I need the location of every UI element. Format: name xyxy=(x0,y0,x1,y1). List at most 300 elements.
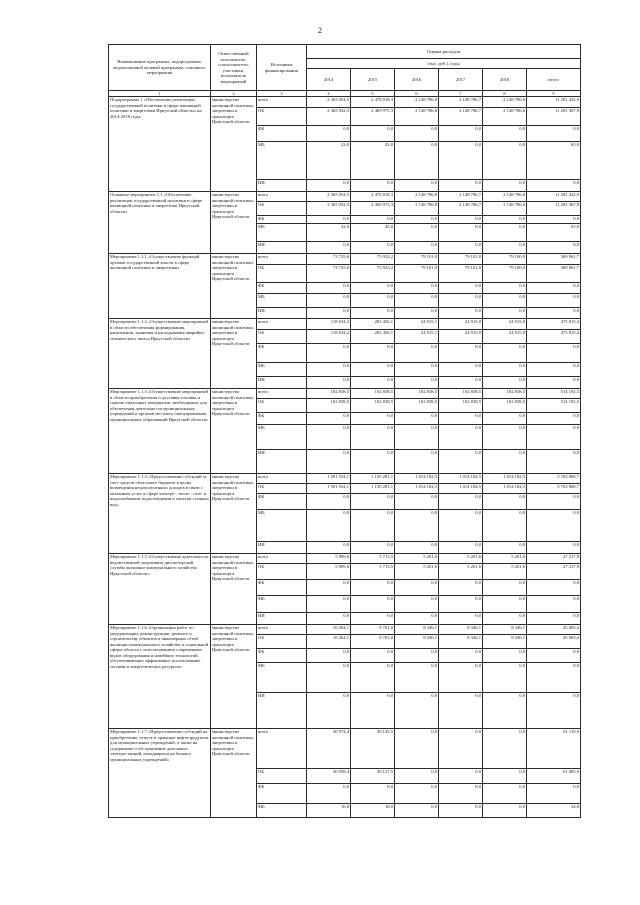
value-cell: 0,0 xyxy=(307,580,351,596)
funding-source: всего xyxy=(257,192,307,202)
value-cell: 79 101,0 xyxy=(439,254,483,265)
value-cell: 0,0 xyxy=(307,450,351,474)
value-cell: 0,0 xyxy=(483,649,527,663)
value-cell: 0,0 xyxy=(395,596,439,613)
funding-source: всего xyxy=(257,474,307,484)
value-cell: 0,0 xyxy=(527,494,581,510)
value-cell: 0,0 xyxy=(351,377,395,389)
value-cell: 0,0 xyxy=(483,377,527,389)
value-cell: 0,0 xyxy=(483,425,527,450)
value-cell: 5 201,6 xyxy=(439,564,483,580)
value-cell: 2 148 786,8 xyxy=(395,202,439,216)
value-cell: 8 346,1 xyxy=(483,635,527,649)
funding-source: ИИ xyxy=(257,450,307,474)
funding-source: всего xyxy=(257,389,307,399)
value-cell: 0,0 xyxy=(307,242,351,254)
value-cell: 61 085,9 xyxy=(527,769,581,784)
value-cell: 118 634,2 xyxy=(307,319,351,330)
value-cell: 0,0 xyxy=(351,308,395,319)
value-cell: 0,0 xyxy=(307,413,351,425)
program-name: Мероприятие 1.1.3 «Осуществление мероприятий в области приобретения и доставки топлива и горюче-смазочных материалов, необходимых для обеспечения деятельности муниципальных учреждений и органов местного самоуправления муниципальных образований Иркутской области» xyxy=(109,389,211,474)
value-cell: 2 365 054,5 xyxy=(307,192,351,202)
value-cell: 0,0 xyxy=(351,413,395,425)
value-cell: 0,0 xyxy=(439,450,483,474)
value-cell: 514 192,5 xyxy=(527,389,581,399)
value-cell: 75 923,2 xyxy=(351,265,395,283)
value-cell: 0,0 xyxy=(527,283,581,294)
executor-name: министерство жилищной политики, энергетики и транспорта Иркутской области xyxy=(211,625,257,729)
funding-source: ИИ xyxy=(257,242,307,254)
value-cell: 0,0 xyxy=(439,344,483,363)
table-row xyxy=(109,625,581,635)
value-cell: 0,0 xyxy=(527,180,581,192)
value-cell: 45 003,4 xyxy=(527,635,581,649)
value-cell: 0,0 xyxy=(351,649,395,663)
funding-source: ФБ xyxy=(257,649,307,663)
value-cell: 0,0 xyxy=(395,450,439,474)
program-name: Подпрограмма 1 «Обеспечение реализации государственной политики в сфере жилищной политики и энергетики Иркутской области» на 2014-2018 годы xyxy=(109,97,211,192)
value-cell: 0,0 xyxy=(351,450,395,474)
funding-source: ФБ xyxy=(257,126,307,142)
value-cell: 0,0 xyxy=(395,663,439,693)
value-cell: 61 119,9 xyxy=(527,729,581,769)
value-cell: 514 192,5 xyxy=(527,399,581,413)
value-cell: 0,0 xyxy=(351,283,395,294)
value-cell: 24 915,0 xyxy=(439,330,483,344)
value-cell: 0,0 xyxy=(483,769,527,784)
value-cell: 79 100,9 xyxy=(483,254,527,265)
value-cell: 102 838,5 xyxy=(483,389,527,399)
value-cell: 0,0 xyxy=(395,126,439,142)
value-cell: 5 763 868,7 xyxy=(527,474,581,484)
value-cell: 118 634,2 xyxy=(307,330,351,344)
value-cell: 0,0 xyxy=(307,216,351,224)
program-name: Мероприятие 1.1.1 «Осуществление функций органов государственной власти в сфере жилищной политики и энергетики» xyxy=(109,254,211,319)
funding-source: ОБ xyxy=(257,202,307,216)
value-cell: 102 838,5 xyxy=(483,399,527,413)
value-cell: 0,0 xyxy=(439,729,483,769)
value-cell: 0,0 xyxy=(527,580,581,596)
value-cell: 102 838,5 xyxy=(395,399,439,413)
value-cell: 0,0 xyxy=(483,613,527,625)
value-cell: 0,0 xyxy=(439,216,483,224)
funding-source: МБ xyxy=(257,363,307,377)
budget-table xyxy=(108,44,581,818)
value-cell: 0,0 xyxy=(307,613,351,625)
value-cell: 16,0 xyxy=(307,804,351,818)
value-cell: 5 201,6 xyxy=(395,554,439,564)
value-cell: 65,0 xyxy=(527,224,581,242)
value-cell: 9 701,0 xyxy=(351,635,395,649)
funding-source: ИИ xyxy=(257,613,307,625)
value-cell: 0,0 xyxy=(483,693,527,729)
value-cell: 2 148 786,7 xyxy=(439,192,483,202)
value-cell: 22,0 xyxy=(307,142,351,180)
value-cell: 369 961,7 xyxy=(527,265,581,283)
executor-name: министерство жилищной политики, энергетики и транспорта Иркутской области xyxy=(211,254,257,319)
value-cell: 0,0 xyxy=(527,377,581,389)
value-cell: 11 281 432,9 xyxy=(527,97,581,108)
value-cell: 0,0 xyxy=(483,126,527,142)
value-cell: 0,0 xyxy=(527,613,581,625)
table-row xyxy=(109,554,581,564)
funding-source: МБ xyxy=(257,663,307,693)
value-cell: 0,0 xyxy=(527,242,581,254)
value-cell: 24 915,0 xyxy=(439,319,483,330)
funding-source: всего xyxy=(257,319,307,330)
value-cell: 0,0 xyxy=(439,363,483,377)
value-cell: 1 014 184,5 xyxy=(439,474,483,484)
value-cell: 0,0 xyxy=(527,344,581,363)
header-estimate: Оценка расходов xyxy=(307,45,581,59)
funding-source: всего xyxy=(257,97,307,108)
value-cell: 30 958,4 xyxy=(307,769,351,784)
value-cell: 9 701,0 xyxy=(351,625,395,635)
executor-name: министерство жилищной политики, энергетики и транспорта Иркутской области xyxy=(211,474,257,554)
value-cell: 0,0 xyxy=(483,450,527,474)
value-cell: 1 014 184,5 xyxy=(483,484,527,494)
value-cell: 0,0 xyxy=(307,126,351,142)
funding-source: МБ xyxy=(257,142,307,180)
funding-source: ФБ xyxy=(257,344,307,363)
value-cell: 0,0 xyxy=(483,363,527,377)
funding-source: ФБ xyxy=(257,216,307,224)
value-cell: 0,0 xyxy=(483,242,527,254)
program-name: Мероприятие 1.1.4 «Предоставление субсидий за счет средств областного бюджета в целях возмещения недополученных доходов в связи с оказанием услуг в сфере электро-, тепло-, газо- и водоснабжения, водоотведения и очистки сточных вод» xyxy=(109,474,211,554)
funding-source: всего xyxy=(257,625,307,635)
value-cell: 0,0 xyxy=(351,542,395,554)
value-cell: 79 101,0 xyxy=(439,265,483,283)
funding-source: ИИ xyxy=(257,308,307,319)
value-cell: 0,0 xyxy=(351,580,395,596)
funding-source: ИИ xyxy=(257,693,307,729)
header-name: Наименование программы, подпрограммы, ведомственной целевой программы, основного мероприятия xyxy=(109,45,211,91)
value-cell: 10 264,1 xyxy=(307,625,351,635)
funding-source: ИИ xyxy=(257,377,307,389)
header-year: 2014 xyxy=(307,69,351,91)
value-cell: 0,0 xyxy=(483,308,527,319)
value-cell: 5 201,6 xyxy=(483,554,527,564)
value-cell: 24 915,0 xyxy=(483,330,527,344)
value-cell: 1 150 281,1 xyxy=(351,484,395,494)
value-cell: 8 346,1 xyxy=(439,625,483,635)
value-cell: 65,0 xyxy=(527,142,581,180)
funding-source: ОБ xyxy=(257,564,307,580)
value-cell: 0,0 xyxy=(351,363,395,377)
funding-source: всего xyxy=(257,254,307,265)
value-cell: 0,0 xyxy=(395,216,439,224)
value-cell: 0,0 xyxy=(439,510,483,542)
value-cell: 11 281 432,9 xyxy=(527,192,581,202)
value-cell: 0,0 xyxy=(307,649,351,663)
value-cell: 1 014 184,5 xyxy=(395,474,439,484)
executor-name: министерство жилищной политики, энергетики и транспорта Иркутской области xyxy=(211,554,257,625)
value-cell: 73 735,6 xyxy=(307,265,351,283)
value-cell: 0,0 xyxy=(307,283,351,294)
table-row xyxy=(109,389,581,399)
value-cell: 0,0 xyxy=(483,283,527,294)
funding-source: ФБ xyxy=(257,580,307,596)
value-cell: 0,0 xyxy=(483,729,527,769)
value-cell: 27 217,9 xyxy=(527,564,581,580)
value-cell: 102 838,5 xyxy=(439,399,483,413)
value-cell: 27 217,9 xyxy=(527,554,581,564)
value-cell: 8 346,1 xyxy=(395,625,439,635)
value-cell: 282 456,1 xyxy=(351,330,395,344)
value-cell: 0,0 xyxy=(527,216,581,224)
value-cell: 0,0 xyxy=(483,804,527,818)
value-cell: 79 100,9 xyxy=(483,265,527,283)
value-cell: 2 365 054,5 xyxy=(307,97,351,108)
table-row xyxy=(109,97,581,108)
value-cell: 282 456,1 xyxy=(351,319,395,330)
value-cell: 34,0 xyxy=(527,804,581,818)
value-cell: 475 815,4 xyxy=(527,330,581,344)
value-cell: 2 148 786,6 xyxy=(483,192,527,202)
program-name: Мероприятие 1.1.7 «Предоставление субсидий на приобретение, отпуск и хранение нефтепродуктов для муниципальных учреждений, а также на содержание и обслуживание дизельных электростанций, находящихся на балансе муниципальных учреждений» xyxy=(109,729,211,818)
table-row xyxy=(109,254,581,265)
value-cell: 0,0 xyxy=(307,510,351,542)
value-cell: 24 915,1 xyxy=(395,319,439,330)
value-cell: 475 815,4 xyxy=(527,319,581,330)
funding-source: всего xyxy=(257,729,307,769)
program-name: Мероприятие 1.1.2 «Осуществление мероприятий в области обеспечения формирования, наполнения, хранения и расходования аварийно - технического запаса Иркутской области» xyxy=(109,319,211,389)
value-cell: 5 899,6 xyxy=(307,554,351,564)
funding-source: ОБ xyxy=(257,265,307,283)
value-cell: 1 591 934,1 xyxy=(307,484,351,494)
funding-source: МБ xyxy=(257,804,307,818)
value-cell: 0,0 xyxy=(439,242,483,254)
value-cell: 0,0 xyxy=(351,784,395,804)
executor-name: министерство жилищной политики, энергетики и транспорта Иркутской области xyxy=(211,389,257,474)
column-number: 7 xyxy=(439,91,483,97)
value-cell: 0,0 xyxy=(307,663,351,693)
value-cell: 0,0 xyxy=(395,180,439,192)
table-row xyxy=(109,192,581,202)
value-cell: 0,0 xyxy=(307,693,351,729)
funding-source: ОБ xyxy=(257,635,307,649)
value-cell: 2 469 975,3 xyxy=(351,202,395,216)
value-cell: 0,0 xyxy=(351,663,395,693)
value-cell: 0,0 xyxy=(351,425,395,450)
value-cell: 0,0 xyxy=(351,596,395,613)
value-cell: 0,0 xyxy=(439,649,483,663)
header-executor: Ответственный исполнитель, соисполнители, участники, исполнители мероприятий xyxy=(211,45,257,91)
column-number: 4 xyxy=(307,91,351,97)
value-cell: 0,0 xyxy=(395,294,439,308)
value-cell: 73 735,6 xyxy=(307,254,351,265)
funding-source: МБ xyxy=(257,596,307,613)
value-cell: 0,0 xyxy=(439,283,483,294)
value-cell: 102 838,5 xyxy=(351,389,395,399)
value-cell: 1 014 184,5 xyxy=(395,484,439,494)
value-cell: 2 365 032,5 xyxy=(307,108,351,126)
value-cell: 0,0 xyxy=(395,729,439,769)
funding-source: МБ xyxy=(257,224,307,242)
column-number: 6 xyxy=(395,91,439,97)
value-cell: 0,0 xyxy=(439,224,483,242)
value-cell: 5 201,6 xyxy=(483,564,527,580)
value-cell: 0,0 xyxy=(439,596,483,613)
value-cell: 0,0 xyxy=(307,425,351,450)
value-cell: 0,0 xyxy=(483,784,527,804)
value-cell: 18,0 xyxy=(351,804,395,818)
value-cell: 0,0 xyxy=(439,425,483,450)
header-source: Источники финансирования xyxy=(257,45,307,91)
value-cell: 0,0 xyxy=(395,580,439,596)
value-cell: 0,0 xyxy=(395,804,439,818)
value-cell: 5 201,6 xyxy=(439,554,483,564)
executor-name: министерство жилищной политики, энергетики и транспорта Иркутской области xyxy=(211,192,257,254)
value-cell: 8 346,1 xyxy=(483,625,527,635)
value-cell: 0,0 xyxy=(439,294,483,308)
value-cell: 0,0 xyxy=(395,413,439,425)
value-cell: 11 281 367,9 xyxy=(527,202,581,216)
column-number: 2 xyxy=(211,91,257,97)
header-year: 2018 xyxy=(483,69,527,91)
value-cell: 0,0 xyxy=(439,308,483,319)
value-cell: 79 101,0 xyxy=(395,265,439,283)
table-row xyxy=(109,474,581,484)
value-cell: 0,0 xyxy=(439,142,483,180)
value-cell: 102 838,5 xyxy=(307,389,351,399)
value-cell: 0,0 xyxy=(439,377,483,389)
value-cell: 11 281 367,9 xyxy=(527,108,581,126)
value-cell: 24 915,1 xyxy=(395,330,439,344)
funding-source: МБ xyxy=(257,425,307,450)
header-year: 2015 xyxy=(351,69,395,91)
value-cell: 30 145,5 xyxy=(351,729,395,769)
value-cell: 43,0 xyxy=(351,142,395,180)
value-cell: 5 201,6 xyxy=(395,564,439,580)
value-cell: 0,0 xyxy=(527,784,581,804)
value-cell: 0,0 xyxy=(351,294,395,308)
value-cell: 0,0 xyxy=(483,180,527,192)
value-cell: 5 763 868,7 xyxy=(527,484,581,494)
column-number: 1 xyxy=(109,91,211,97)
value-cell: 8 346,1 xyxy=(395,635,439,649)
value-cell: 30 974,4 xyxy=(307,729,351,769)
value-cell: 0,0 xyxy=(439,413,483,425)
executor-name: министерство жилищной политики, энергетики и транспорта Иркутской области xyxy=(211,729,257,818)
value-cell: 0,0 xyxy=(395,308,439,319)
value-cell: 0,0 xyxy=(483,596,527,613)
value-cell: 24 915,0 xyxy=(483,319,527,330)
value-cell: 5 713,5 xyxy=(351,554,395,564)
value-cell: 0,0 xyxy=(439,580,483,596)
value-cell: 369 961,7 xyxy=(527,254,581,265)
value-cell: 0,0 xyxy=(439,126,483,142)
value-cell: 22,0 xyxy=(307,224,351,242)
value-cell: 0,0 xyxy=(307,596,351,613)
executor-name: министерство жилищной политики, энергетики и транспорта Иркутской области xyxy=(211,319,257,389)
value-cell: 0,0 xyxy=(307,377,351,389)
value-cell: 0,0 xyxy=(527,126,581,142)
value-cell: 0,0 xyxy=(527,693,581,729)
value-cell: 0,0 xyxy=(395,613,439,625)
funding-source: МБ xyxy=(257,294,307,308)
value-cell: 102 838,5 xyxy=(395,389,439,399)
funding-source: ИИ xyxy=(257,180,307,192)
value-cell: 1 014 184,5 xyxy=(439,484,483,494)
funding-source: ФБ xyxy=(257,413,307,425)
value-cell: 2 148 786,8 xyxy=(395,108,439,126)
column-number: 3 xyxy=(257,91,307,97)
column-number: 8 xyxy=(483,91,527,97)
value-cell: 0,0 xyxy=(527,542,581,554)
value-cell: 0,0 xyxy=(395,693,439,729)
value-cell: 0,0 xyxy=(483,216,527,224)
value-cell: 0,0 xyxy=(351,693,395,729)
value-cell: 5 899,6 xyxy=(307,564,351,580)
value-cell: 0,0 xyxy=(351,180,395,192)
value-cell: 0,0 xyxy=(439,804,483,818)
column-number: 9 xyxy=(527,91,581,97)
value-cell: 75 923,2 xyxy=(351,254,395,265)
value-cell: 1 014 184,5 xyxy=(483,474,527,484)
value-cell: 0,0 xyxy=(527,363,581,377)
value-cell: 0,0 xyxy=(307,344,351,363)
funding-source: ФБ xyxy=(257,283,307,294)
value-cell: 0,0 xyxy=(483,224,527,242)
value-cell: 0,0 xyxy=(395,377,439,389)
value-cell: 2 148 786,7 xyxy=(439,97,483,108)
value-cell: 0,0 xyxy=(395,363,439,377)
value-cell: 0,0 xyxy=(395,344,439,363)
header-year: 2017 xyxy=(439,69,483,91)
value-cell: 0,0 xyxy=(351,510,395,542)
value-cell: 0,0 xyxy=(307,363,351,377)
program-name: Мероприятие 1.1.6 «Организация работ по модернизации, реконструкции, ремонту и строительству объектов и инженерных сетей жилищно-коммунального хозяйства и социальной сферы области с использованием современных видов оборудования и новейших технологий, обеспечивающих эффективное использование топлива и энергетических ресурсов» xyxy=(109,625,211,729)
value-cell: 1 591 934,1 xyxy=(307,474,351,484)
value-cell: 0,0 xyxy=(527,649,581,663)
value-cell: 0,0 xyxy=(527,596,581,613)
value-cell: 0,0 xyxy=(395,494,439,510)
value-cell: 0,0 xyxy=(439,784,483,804)
header-units: (тыс. руб.), годы xyxy=(307,59,581,69)
header-year: 2016 xyxy=(395,69,439,91)
value-cell: 0,0 xyxy=(483,663,527,693)
value-cell: 0,0 xyxy=(395,242,439,254)
value-cell: 2 148 786,6 xyxy=(483,97,527,108)
table-row xyxy=(109,319,581,330)
value-cell: 102 838,5 xyxy=(351,399,395,413)
column-number: 5 xyxy=(351,91,395,97)
page-number: 2 xyxy=(318,26,322,35)
value-cell: 0,0 xyxy=(351,242,395,254)
funding-source: ИИ xyxy=(257,542,307,554)
value-cell: 2 148 786,7 xyxy=(439,108,483,126)
value-cell: 0,0 xyxy=(307,784,351,804)
value-cell: 2 148 786,8 xyxy=(395,97,439,108)
funding-source: ОБ xyxy=(257,330,307,344)
header-year: итого xyxy=(527,69,581,91)
value-cell: 0,0 xyxy=(527,663,581,693)
value-cell: 5 713,5 xyxy=(351,564,395,580)
value-cell: 0,0 xyxy=(527,294,581,308)
value-cell: 102 838,5 xyxy=(439,389,483,399)
value-cell: 0,0 xyxy=(395,510,439,542)
value-cell: 0,0 xyxy=(439,180,483,192)
executor-name: министерство жилищной политики, энергетики и транспорта Иркутской области xyxy=(211,97,257,192)
value-cell: 0,0 xyxy=(395,283,439,294)
value-cell: 0,0 xyxy=(483,510,527,542)
value-cell: 0,0 xyxy=(439,494,483,510)
value-cell: 0,0 xyxy=(395,542,439,554)
value-cell: 10 264,1 xyxy=(307,635,351,649)
value-cell: 0,0 xyxy=(439,542,483,554)
value-cell: 1 150 281,1 xyxy=(351,474,395,484)
